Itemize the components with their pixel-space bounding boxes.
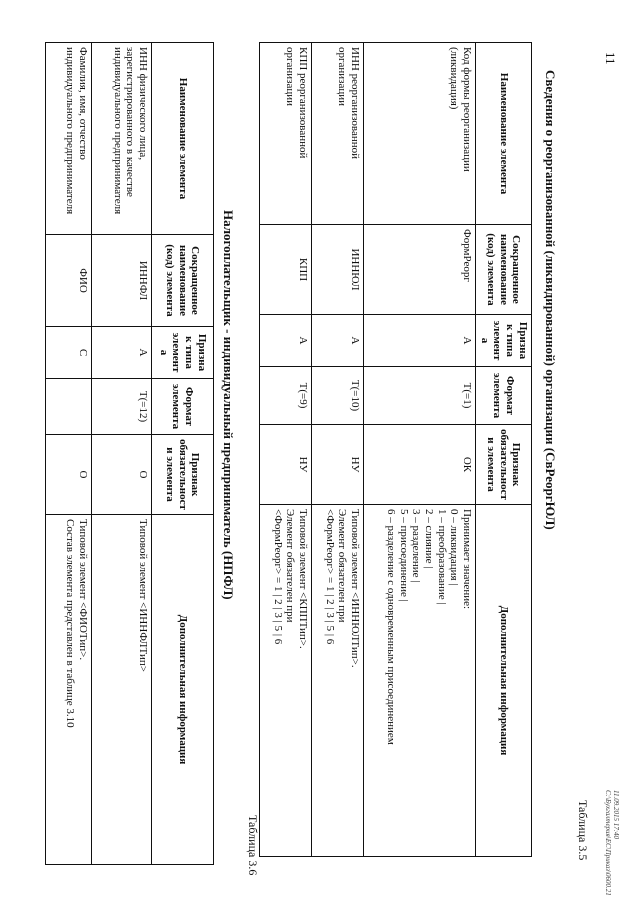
element-required: О	[92, 435, 152, 515]
element-format: Т(=10)	[312, 367, 364, 425]
info-line: 5 – присоединение |	[397, 509, 410, 602]
element-required: ОК	[364, 425, 476, 505]
table-row	[260, 43, 312, 857]
element-type: А	[260, 315, 312, 367]
header-cell: Наименование элемента	[152, 43, 214, 235]
header-cell: Признак типа элемента	[152, 327, 214, 379]
info-line: Типовой элемент <ИННЮЛТип>.	[349, 509, 361, 668]
info-line: 3 – разделение |	[410, 509, 423, 583]
element-info	[312, 505, 364, 857]
info-line: 6 – разделение с одновременным присоединением	[385, 509, 398, 745]
element-type: А	[312, 315, 364, 367]
element-name: Фамилия, имя, отчество индивидуального предпринимателя	[46, 43, 92, 235]
table-3-6	[45, 42, 214, 865]
header-cell: Признак типа элемента	[476, 315, 532, 367]
header-cell: Дополнительная информация	[152, 515, 214, 865]
header-cell: Формат элемента	[152, 379, 214, 435]
header-cell: Наименование элемента	[476, 43, 532, 225]
info-line: Состав элемента представлен в таблице 3.10	[64, 519, 77, 728]
table-3-6-caption: Таблица 3.6	[246, 815, 260, 876]
element-format: Т(=9)	[260, 367, 312, 425]
element-required: О	[46, 435, 92, 515]
element-required: НУ	[312, 425, 364, 505]
header-cell: Признак обязательности элемента	[476, 425, 532, 505]
element-name: КПП реорганизованной организации	[260, 43, 312, 225]
info-line: 2 – слияние |	[423, 509, 436, 569]
element-type: А	[92, 327, 152, 379]
header-cell: Формат элемента	[476, 367, 532, 425]
info-line: <ФормРеорг> = 1 | 2 | 3 | 5 | 6	[323, 509, 336, 645]
page-number: 11	[603, 52, 618, 65]
table-3-5-title: Сведения о реорганизованной (ликвидированной) организации (СвРеоргЮЛ)	[543, 70, 558, 530]
table-row	[46, 43, 92, 865]
table-3-6-header-row	[152, 43, 214, 865]
header-cell: Дополнительная информация	[476, 505, 532, 857]
element-type: С	[46, 327, 92, 379]
stamp-line: 11.09.2015 17:40	[612, 790, 620, 840]
table-row	[92, 43, 152, 865]
element-info	[92, 515, 152, 865]
element-code: КПП	[260, 225, 312, 315]
table-3-5-header-row	[476, 43, 532, 857]
element-code: ИННФЛ	[92, 235, 152, 327]
element-type: А	[364, 315, 476, 367]
table-3-5	[259, 42, 532, 857]
element-name: Код формы реорганизации (ликвидация)	[364, 43, 476, 225]
info-line: 0 – ликвидация |	[448, 509, 461, 586]
stamp-line: С:\Бухгалтерия\ЕС\Приказ\0600.21	[603, 790, 612, 896]
element-format: Т(=12)	[92, 379, 152, 435]
element-info	[364, 505, 476, 857]
element-required: НУ	[260, 425, 312, 505]
info-line: 1 – преобразование |	[435, 509, 448, 605]
info-line: Элемент обязателен при	[336, 509, 349, 623]
file-stamp	[603, 790, 620, 896]
element-code: ИННЮЛ	[312, 225, 364, 315]
table-row	[364, 43, 476, 857]
element-info	[260, 505, 312, 857]
table-row	[312, 43, 364, 857]
element-name: ИНН физического лица, зарегистрированного в качестве индивидуального предпринимателя	[92, 43, 152, 235]
element-info	[46, 515, 92, 865]
element-format: Т(=1)	[364, 367, 476, 425]
element-name: ИНН реорганизованной организации	[312, 43, 364, 225]
element-code: ФормРеорг	[364, 225, 476, 315]
info-line: Принимает значение:	[461, 509, 473, 610]
header-cell: Сокращенное наименование (код) элемента	[476, 225, 532, 315]
info-line: Типовой элемент <ИННФЛТип>	[137, 519, 149, 672]
info-line: Элемент обязателен при	[284, 509, 297, 623]
table-3-5-caption: Таблица 3.5	[576, 800, 590, 861]
element-code: ФИО	[46, 235, 92, 327]
info-line: Типовой элемент <КППТип>.	[297, 509, 309, 649]
header-cell: Сокращенное наименование (код) элемента	[152, 235, 214, 327]
header-cell: Признак обязательности элемента	[152, 435, 214, 515]
table-3-6-title: Налогоплательщик - индивидуальный предприниматель (НПФЛ)	[221, 210, 236, 600]
info-line: <ФормРеорг> = 1 | 2 | 3 | 5 | 6	[271, 509, 284, 645]
info-line: Типовой элемент <ФИОТип>.	[77, 519, 89, 661]
element-format	[46, 379, 92, 435]
